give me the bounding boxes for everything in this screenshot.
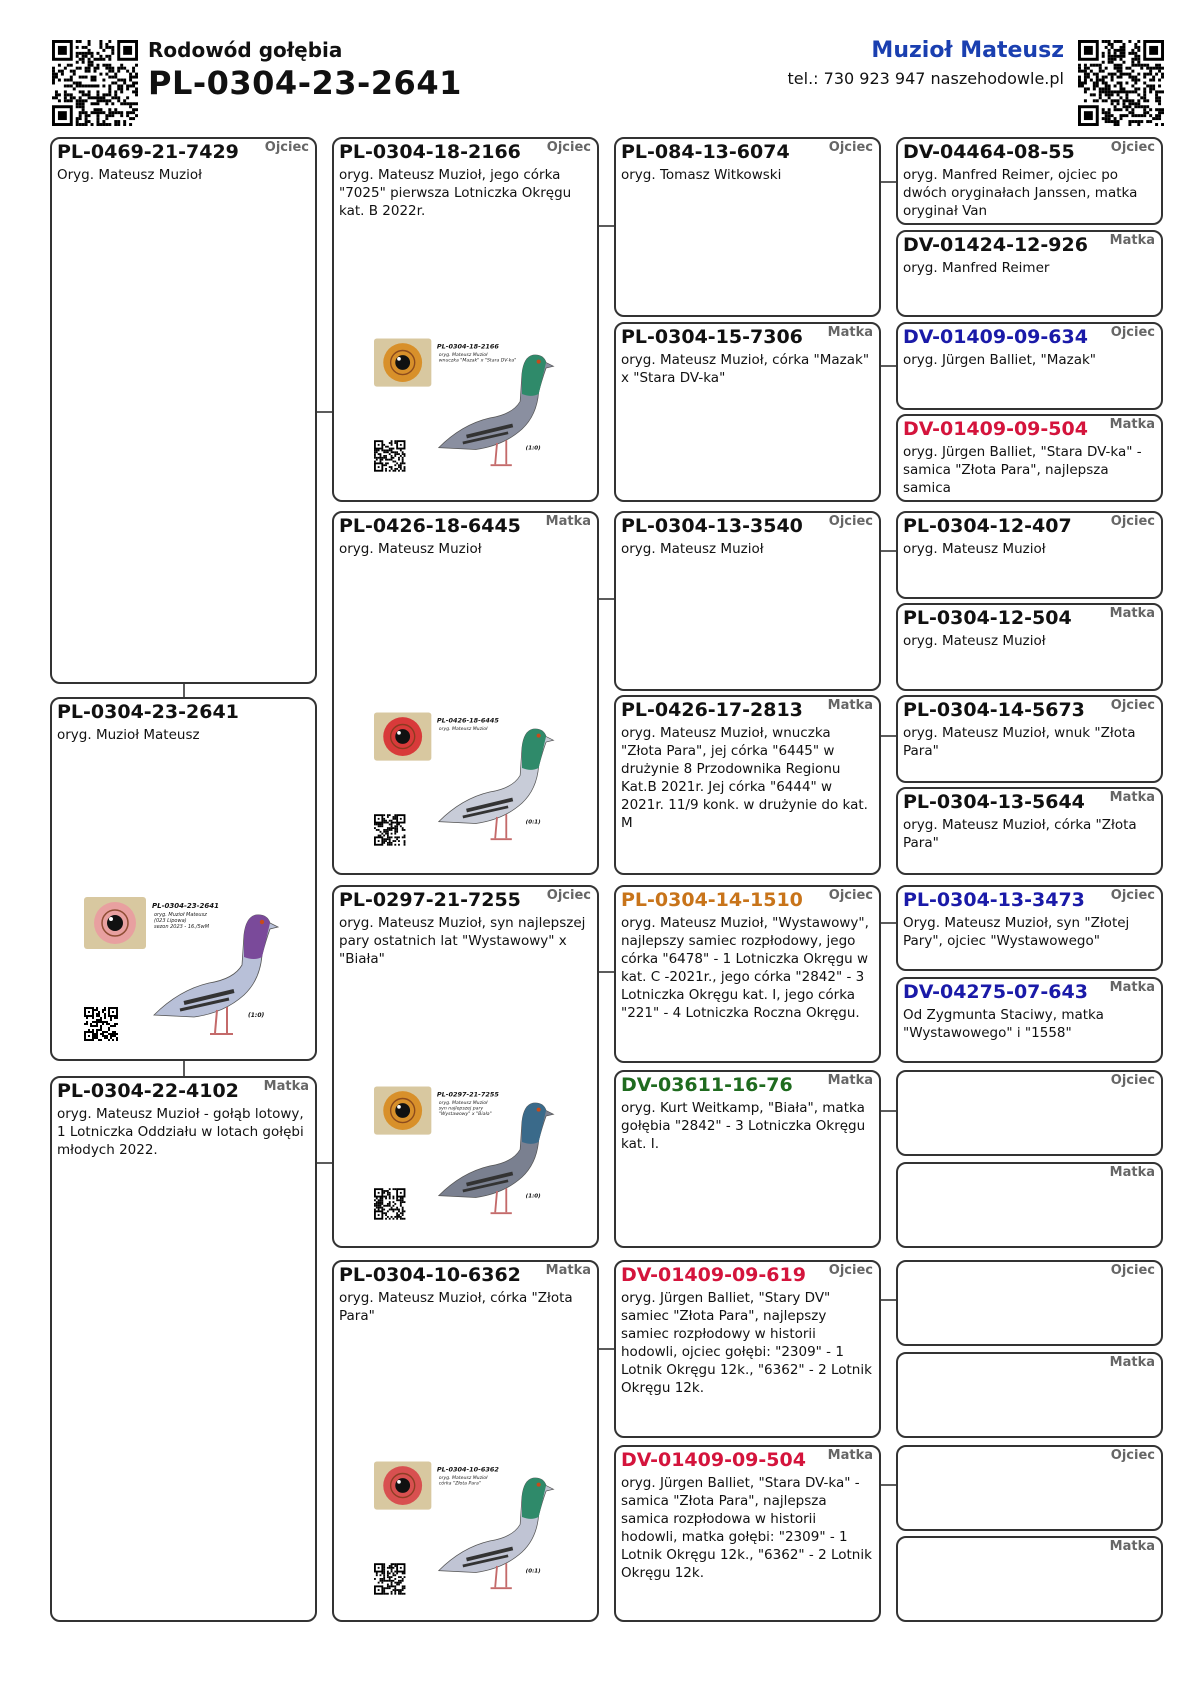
photo-caption-line: sezon 2023 - 16./5wM bbox=[154, 924, 210, 930]
card-ring: DV-03611-16-76 bbox=[621, 1074, 793, 1096]
pedigree-ancestor-card[interactable] bbox=[896, 322, 1163, 410]
card-role: Ojciec bbox=[1110, 514, 1155, 529]
pigeon-photo-graphic bbox=[374, 336, 559, 476]
card-role: Matka bbox=[545, 514, 591, 529]
card-role: Ojciec bbox=[1110, 888, 1155, 903]
card-ring: PL-0304-13-5644 bbox=[903, 791, 1085, 813]
subject-ring-number: PL-0304-23-2641 bbox=[148, 64, 462, 102]
pedigree-ancestor-card[interactable] bbox=[896, 885, 1163, 971]
card-ring: PL-0304-22-4102 bbox=[57, 1080, 239, 1102]
card-role: Matka bbox=[1109, 980, 1155, 995]
card-role: Matka bbox=[1109, 790, 1155, 805]
card-description: oryg. Jürgen Balliet, "Mazak" bbox=[903, 352, 1097, 368]
subject-card-ring: PL-0304-23-2641 bbox=[57, 701, 239, 723]
card-description: Oryg. Mateusz Muzioł bbox=[57, 167, 202, 183]
pedigree-great-grandparent-card[interactable] bbox=[614, 137, 881, 317]
pedigree-ancestor-card[interactable] bbox=[896, 977, 1163, 1063]
pedigree-great-grandparent-card[interactable] bbox=[614, 1445, 881, 1622]
photo-qr-code bbox=[374, 1188, 405, 1219]
pigeon-photo bbox=[374, 1459, 559, 1599]
photo-tag: (0:1) bbox=[525, 819, 541, 826]
photo-ring-label: PL-0297-21-7255 bbox=[436, 1090, 499, 1099]
photo-ring-label: PL-0304-18-2166 bbox=[436, 342, 499, 351]
card-ring: PL-0304-14-1510 bbox=[621, 889, 803, 911]
card-role: Ojciec bbox=[1110, 1073, 1155, 1088]
card-ring: PL-0304-13-3540 bbox=[621, 515, 803, 537]
photo-caption-line: oryg. Mateusz Muzioł bbox=[438, 727, 488, 733]
card-ring: DV-01409-09-619 bbox=[621, 1264, 806, 1286]
card-description: oryg. Mateusz Muzioł - gołąb lotowy, 1 Lotniczka Oddziału w lotach gołębi młodych 2022. bbox=[57, 1106, 304, 1158]
card-role: Matka bbox=[827, 698, 873, 713]
pedigree-ancestor-card[interactable] bbox=[896, 603, 1163, 691]
card-role: Matka bbox=[545, 1263, 591, 1278]
photo-qr-code bbox=[374, 814, 405, 845]
card-role: Matka bbox=[1109, 233, 1155, 248]
card-ring: DV-01409-09-504 bbox=[903, 418, 1088, 440]
photo-tag: (1:0) bbox=[525, 445, 541, 452]
breeder-contact: tel.: 730 923 947 naszehodowle.pl bbox=[787, 69, 1064, 88]
card-description: oryg. Jürgen Balliet, "Stary DV" samiec "Złota Para", najlepszy samiec rozpłodowy w historii hodowli, ojciec gołębi: "2309" - 1 Lotnik Okręgu 12k., "6362" - 2 Lotnik Okręgu 12k. bbox=[621, 1290, 872, 1396]
card-ring: DV-04464-08-55 bbox=[903, 141, 1075, 163]
card-ring: DV-04275-07-643 bbox=[903, 981, 1088, 1003]
pedigree-ancestor-card[interactable] bbox=[896, 511, 1163, 599]
card-ring: PL-0304-12-504 bbox=[903, 607, 1072, 629]
pigeon-photo-graphic bbox=[374, 1459, 559, 1599]
photo-caption-line: "Wystawowy" x "Biała" bbox=[438, 1112, 492, 1118]
pedigree-subject-card[interactable] bbox=[50, 697, 317, 1061]
card-role: Ojciec bbox=[828, 888, 873, 903]
subject-card-description: oryg. Muzioł Mateusz bbox=[57, 727, 200, 743]
pedigree-ancestor-card[interactable] bbox=[896, 1162, 1163, 1248]
pedigree-great-grandparent-card[interactable] bbox=[614, 322, 881, 502]
card-role: Ojciec bbox=[546, 140, 591, 155]
pedigree-ancestor-card[interactable] bbox=[896, 1445, 1163, 1531]
card-role: Matka bbox=[1109, 1539, 1155, 1554]
card-description: oryg. Manfred Reimer bbox=[903, 260, 1050, 276]
pedigree-great-grandparent-card[interactable] bbox=[614, 695, 881, 875]
photo-caption-line: syn najlepszej pary bbox=[438, 1106, 484, 1112]
pedigree-grandparent-card[interactable] bbox=[332, 511, 599, 875]
card-description: Od Zygmunta Staciwy, matka "Wystawowego" i "1558" bbox=[903, 1007, 1104, 1041]
card-ring: PL-0304-18-2166 bbox=[339, 141, 521, 163]
photo-ring-label: PL-0304-23-2641 bbox=[152, 902, 220, 910]
card-description: oryg. Mateusz Muzioł, córka "Mazak" x "Stara DV-ka" bbox=[621, 352, 870, 386]
pedigree-grandparent-card[interactable] bbox=[332, 1260, 599, 1622]
card-role: Ojciec bbox=[1110, 1263, 1155, 1278]
pedigree-ancestor-card[interactable] bbox=[896, 230, 1163, 317]
photo-caption-line: oryg. Mateusz Muzioł bbox=[438, 353, 488, 359]
card-description: oryg. Mateusz Muzioł, syn najlepszej pary ostatnich lat "Wystawowy" x "Biała" bbox=[339, 915, 586, 967]
card-role: Matka bbox=[827, 1448, 873, 1463]
card-description: oryg. Mateusz Muzioł bbox=[621, 541, 764, 557]
card-ring: PL-0469-21-7429 bbox=[57, 141, 239, 163]
card-ring: PL-0297-21-7255 bbox=[339, 889, 521, 911]
card-description: oryg. Mateusz Muzioł, wnuk "Złota Para" bbox=[903, 725, 1136, 759]
card-role: Matka bbox=[827, 325, 873, 340]
photo-caption-line: oryg. Muzioł Mateusz bbox=[154, 912, 207, 918]
card-role: Ojciec bbox=[546, 888, 591, 903]
card-description: oryg. Mateusz Muzioł bbox=[903, 541, 1046, 557]
card-ring: PL-0426-17-2813 bbox=[621, 699, 803, 721]
photo-tag: (1:0) bbox=[248, 1012, 265, 1019]
pedigree-great-grandparent-card[interactable] bbox=[614, 511, 881, 691]
card-role: Ojciec bbox=[828, 514, 873, 529]
card-description: oryg. Jürgen Balliet, "Stara DV-ka" - samica "Złota Para", najlepsza samica bbox=[903, 444, 1142, 496]
card-ring: PL-0304-12-407 bbox=[903, 515, 1072, 537]
card-role: Matka bbox=[1109, 606, 1155, 621]
pigeon-photo bbox=[374, 710, 559, 850]
pedigree-father-card[interactable] bbox=[50, 137, 317, 684]
document-title: Rodowód gołębia bbox=[148, 38, 343, 62]
card-role: Ojciec bbox=[1110, 1448, 1155, 1463]
card-ring: PL-0304-15-7306 bbox=[621, 326, 803, 348]
card-ring: PL-0304-14-5673 bbox=[903, 699, 1085, 721]
pedigree-ancestor-card[interactable] bbox=[896, 137, 1163, 225]
photo-caption-line: wnuczka "Mazak" x "Stara DV-ka" bbox=[438, 358, 517, 364]
photo-caption-line: (023 Lipowa) bbox=[154, 918, 187, 924]
card-role: Matka bbox=[1109, 1165, 1155, 1180]
photo-caption-line: córka "Złota Para" bbox=[438, 1481, 481, 1487]
photo-tag: (1:0) bbox=[525, 1193, 541, 1200]
pedigree-grandparent-card[interactable] bbox=[332, 885, 599, 1248]
card-description: oryg. Kurt Weitkamp, "Biała", matka gołębia "2842" - 3 Lotniczka Okręgu kat. I. bbox=[621, 1100, 866, 1152]
pedigree-ancestor-card[interactable] bbox=[896, 1070, 1163, 1156]
card-ring: DV-01409-09-634 bbox=[903, 326, 1088, 348]
card-role: Ojciec bbox=[828, 1263, 873, 1278]
pedigree-ancestor-card[interactable] bbox=[896, 414, 1163, 502]
card-ring: PL-0426-18-6445 bbox=[339, 515, 521, 537]
pedigree-ancestor-card[interactable] bbox=[896, 1260, 1163, 1346]
card-role: Ojciec bbox=[264, 140, 309, 155]
pedigree-great-grandparent-card[interactable] bbox=[614, 1260, 881, 1438]
card-description: oryg. Mateusz Muzioł, córka "Złota Para" bbox=[339, 1290, 573, 1324]
card-ring: PL-0304-13-3473 bbox=[903, 889, 1085, 911]
card-description: oryg. Mateusz Muzioł bbox=[339, 541, 482, 557]
card-role: Matka bbox=[1109, 417, 1155, 432]
pigeon-photo bbox=[374, 1084, 559, 1224]
pigeon-photo-graphic bbox=[374, 1084, 559, 1224]
card-ring: PL-0304-10-6362 bbox=[339, 1264, 521, 1286]
pedigree-ancestor-card[interactable] bbox=[896, 1536, 1163, 1622]
card-description: oryg. Manfred Reimer, ojciec po dwóch oryginałach Janssen, matka oryginał Van bbox=[903, 167, 1138, 219]
pedigree-ancestor-card[interactable] bbox=[896, 695, 1163, 783]
card-description: oryg. Tomasz Witkowski bbox=[621, 167, 782, 183]
pedigree-great-grandparent-card[interactable] bbox=[614, 1070, 881, 1248]
pigeon-photo bbox=[374, 336, 559, 476]
pedigree-ancestor-card[interactable] bbox=[896, 1352, 1163, 1438]
pedigree-mother-card[interactable] bbox=[50, 1076, 317, 1622]
photo-ring-label: PL-0304-10-6362 bbox=[436, 1465, 499, 1474]
pigeon-photo-graphic bbox=[84, 895, 284, 1045]
pedigree-grandparent-card[interactable] bbox=[332, 137, 599, 502]
card-role: Ojciec bbox=[1110, 698, 1155, 713]
card-role: Matka bbox=[1109, 1355, 1155, 1370]
photo-ring-label: PL-0426-18-6445 bbox=[436, 716, 499, 725]
pedigree-great-grandparent-card[interactable] bbox=[614, 885, 881, 1063]
card-role: Ojciec bbox=[828, 140, 873, 155]
card-role: Ojciec bbox=[1110, 140, 1155, 155]
photo-caption-line: oryg. Mateusz Muzioł bbox=[438, 1101, 488, 1107]
card-description: oryg. Mateusz Muzioł bbox=[903, 633, 1046, 649]
card-description: oryg. Mateusz Muzioł, jego córka "7025" pierwsza Lotniczka Okręgu kat. B 2022r. bbox=[339, 167, 572, 219]
photo-qr-code bbox=[374, 1563, 405, 1594]
card-description: oryg. Mateusz Muzioł, "Wystawowy", najlepszy samiec rozpłodowy, jego córka "6478" - 1 Lotniczka Okręgu w kat. C -2021r., jego córka "2842" - 3 Lotniczka Okręgu kat. I, jego córka "221" - 4 Lotniczka Roczna Okręgu. bbox=[621, 915, 869, 1021]
card-ring: DV-01409-09-504 bbox=[621, 1449, 806, 1471]
photo-qr-code bbox=[84, 1007, 118, 1041]
pedigree-ancestor-card[interactable] bbox=[896, 787, 1163, 875]
subject-pigeon-photo bbox=[84, 895, 284, 1045]
photo-caption-line: oryg. Mateusz Muzioł bbox=[438, 1476, 488, 1482]
photo-tag: (0:1) bbox=[525, 1568, 541, 1575]
pigeon-photo-graphic bbox=[374, 710, 559, 850]
card-description: oryg. Mateusz Muzioł, wnuczka "Złota Para", jej córka "6445" w drużynie 8 Przodownika Regionu Kat.B 2021r. Jej córka "6444" w 2021r. 11/9 konk. w drużynie do kat. M bbox=[621, 725, 868, 831]
card-description: oryg. Mateusz Muzioł, córka "Złota Para" bbox=[903, 817, 1137, 851]
card-role: Ojciec bbox=[1110, 325, 1155, 340]
card-description: Oryg. Mateusz Muzioł, syn "Złotej Pary", ojciec "Wystawowego" bbox=[903, 915, 1130, 949]
photo-qr-code bbox=[374, 440, 405, 471]
card-ring: PL-084-13-6074 bbox=[621, 141, 790, 163]
card-ring: DV-01424-12-926 bbox=[903, 234, 1088, 256]
breeder-name: Muzioł Mateusz bbox=[871, 38, 1064, 63]
card-description: oryg. Jürgen Balliet, "Stara DV-ka" - samica "Złota Para", najlepsza samica rozpłodowa w historii hodowli, matka gołębi: "2309" - 1 Lotnik Okręgu 12k., "6362" - 2 Lotnik Okręgu 12k. bbox=[621, 1475, 872, 1581]
card-role: Matka bbox=[827, 1073, 873, 1088]
card-role: Matka bbox=[263, 1079, 309, 1094]
